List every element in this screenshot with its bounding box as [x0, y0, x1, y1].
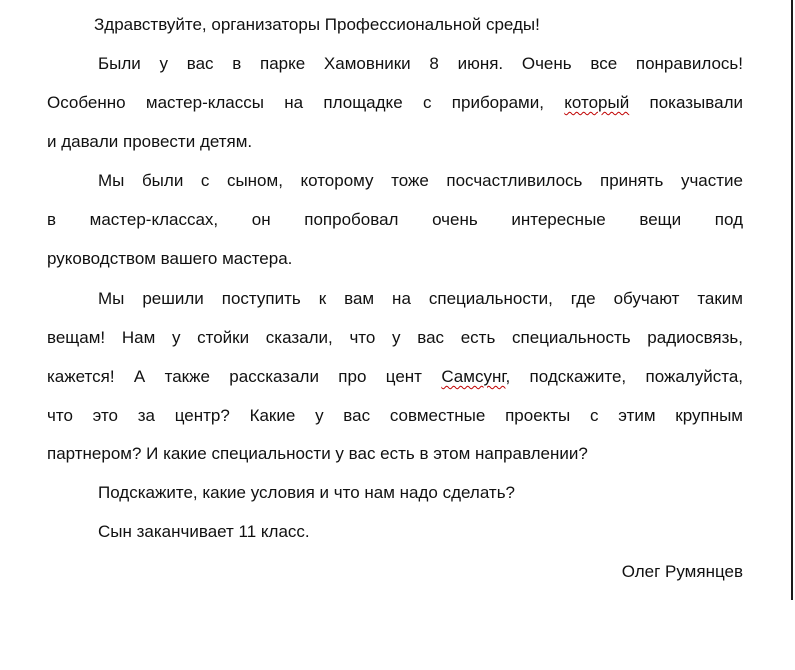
paragraph-3-line-4: что это за центр? Какие у вас совместные проекты с этим крупным: [47, 406, 743, 425]
greeting-line: Здравствуйте, организаторы Профессиональной среды!: [94, 15, 540, 34]
paragraph-2-line-1: Мы были с сыном, которому тоже посчастливилось принять участие: [98, 171, 743, 190]
paragraph-1-line-2-end: показывали: [629, 93, 743, 112]
page-edge-divider: [791, 0, 793, 600]
paragraph-3-line-5: партнером? И какие специальности у вас есть в этом направлении?: [47, 444, 588, 463]
paragraph-4: Подскажите, какие условия и что нам надо сделать?: [98, 483, 516, 502]
paragraph-5: Сын заканчивает 11 класс.: [98, 522, 310, 541]
paragraph-2-line-3: руководством вашего мастера.: [47, 249, 293, 268]
paragraph-2-line-2: в мастер-классах, он попробовал очень интересные вещи под: [47, 210, 743, 229]
paragraph-1-line-1: Были у вас в парке Хамовники 8 июня. Очень все понравилось!: [98, 54, 743, 73]
spellcheck-word: Самсунг: [441, 367, 506, 386]
paragraph-3-line-3: [47, 366, 743, 388]
paragraph-1-line-3: и давали провести детям.: [47, 132, 253, 151]
spellcheck-word: который: [564, 93, 630, 112]
paragraph-3-line-3-start: кажется! А также рассказали про цент: [47, 367, 442, 386]
paragraph-1-line-2: [47, 92, 743, 114]
paragraph-1-line-2-start: Особенно мастер-классы на площадке с приборами,: [47, 93, 565, 112]
paragraph-3-line-2: вещам! Нам у стойки сказали, что у вас есть специальность радиосвязь,: [47, 328, 743, 347]
paragraph-3-line-1: Мы решили поступить к вам на специальности, где обучают таким: [98, 289, 743, 308]
signature: Олег Румянцев: [621, 562, 743, 581]
paragraph-3-line-3-end: , подскажите, пожалуйста,: [505, 367, 743, 386]
